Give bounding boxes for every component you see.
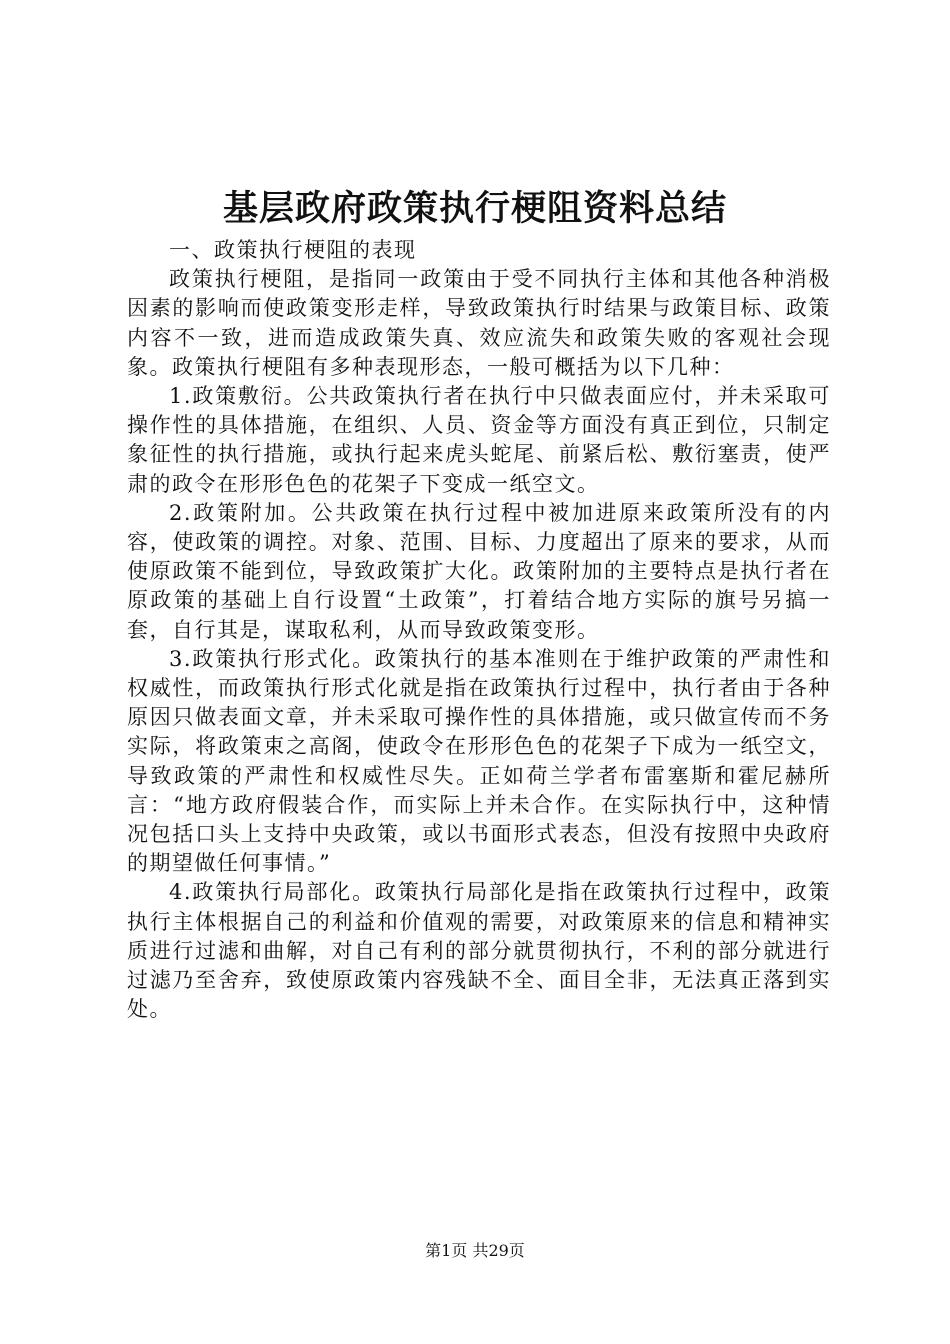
document-body: [127, 236, 831, 1024]
paragraph-item-1: 1.政策敷衍。公共政策执行者在执行中只做表面应付，并未采取可操作性的具体措施，在组织、人员、资金等方面没有真正到位，只制定象征性的执行措施，或执行起来虎头蛇尾、前紧后松、敷衍塞责，使严肃的政令在形形色色的花架子下变成一纸空文。: [127, 384, 831, 496]
paragraph-item-3: 3.政策执行形式化。政策执行的基本准则在于维护政策的严肃性和权威性，而政策执行形式化就是指在政策执行过程中，执行者由于各种原因只做表面文章，并未采取可操作性的具体措施，或只做宣传而不务实际，将政策束之高阁，使政令在形形色色的花架子下成为一纸空文，导致政策的严肃性和权威性尽失。正如荷兰学者布雷塞斯和霍尼赫所言：“地方政府假装合作，而实际上并未合作。在实际执行中，这种情况包括口头上支持中央政策，或以书面形式表态，但没有按照中央政府的期望做任何事情。”: [127, 646, 831, 876]
paragraph-item-2: 2.政策附加。公共政策在执行过程中被加进原来政策所没有的内容，使政策的调控。对象、范围、目标、力度超出了原来的要求，从而使原政策不能到位，导致政策扩大化。政策附加的主要特点是执行者在原政策的基础上自行设置“土政策”，打着结合地方实际的旗号另搞一套，自行其是，谋取私利，从而导致政策变形。: [127, 500, 831, 642]
page-number-footer: 第1页 共29页: [425, 1241, 525, 1260]
document-title: 基层政府政策执行梗阻资料总结: [222, 188, 727, 229]
paragraph-intro: 政策执行梗阻，是指同一政策由于受不同执行主体和其他各种消极因素的影响而使政策变形走样，导致政策执行时结果与政策目标、政策内容不一致，进而造成政策失真、效应流失和政策失败的客观社会现象。政策执行梗阻有多种表现形态，一般可概括为以下几种：: [127, 267, 831, 379]
section-heading: 一、政策执行梗阻的表现: [169, 238, 417, 262]
paragraph-item-4: 4.政策执行局部化。政策执行局部化是指在政策执行过程中，政策执行主体根据自己的利益和价值观的需要，对政策原来的信息和精神实质进行过滤和曲解，对自己有利的部分就贯彻执行，不利的部分就进行过滤乃至舍弃，致使原政策内容残缺不全、面目全非，无法真正落到实处。: [127, 880, 831, 1022]
